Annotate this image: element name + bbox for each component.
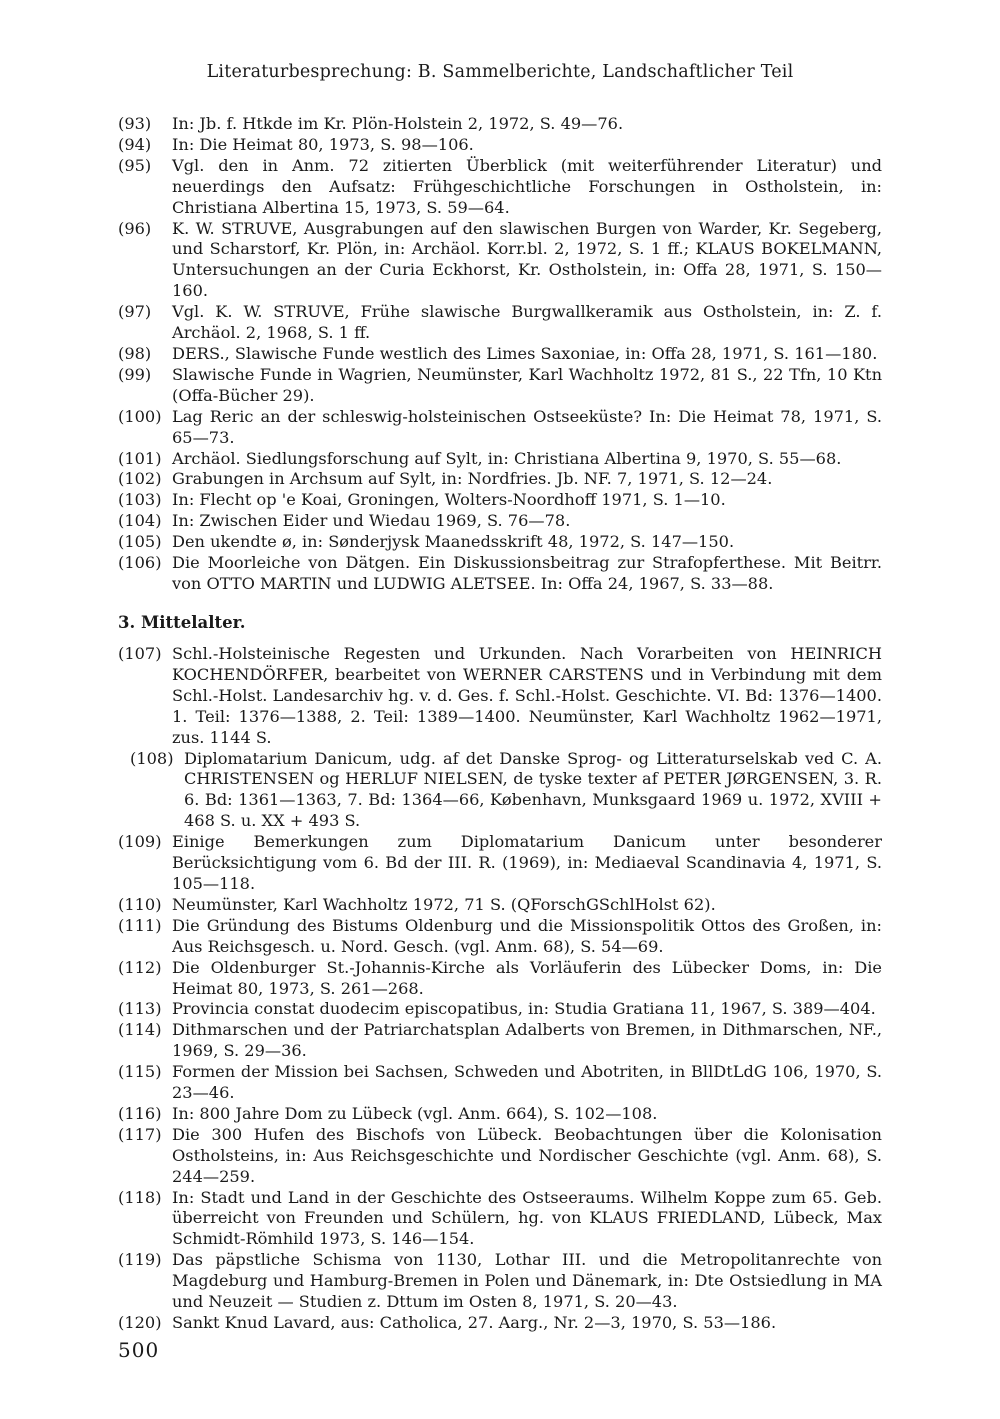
footnote-number: (93) [118,114,152,133]
footnote-number: (106) [118,553,162,573]
footnote-number: (120) [118,1313,162,1332]
footnote-item [118,553,882,595]
footnote-text: Vgl. K. W. STRUVE, Frühe slawische Burgwallkeramik aus Ostholstein, in: Z. f. Archäol. 2, 1968, S. 1 ff. [172,302,882,343]
footnote-number: (107) [118,644,162,663]
footnote-text: Archäol. Siedlungsforschung auf Sylt, in: Christiana Albertina 9, 1970, S. 55—68. [172,448,842,468]
footnote-text: Slawische Funde in Wagrien, Neumünster, Karl Wachholtz 1972, 81 S., 22 Tfn, 10 Ktn (Offa-Bücher 29). [172,364,882,405]
footnote-item [118,156,882,219]
footnote-item [118,1250,882,1313]
footnote-text: Dithmarschen und der Patriarchatsplan Adalberts von Bremen, in Dithmarschen, NF., 1969, S. 29—36. [172,1020,882,1061]
footnote-number: (105) [118,532,162,552]
footnote-text: Die Moorleiche von Dätgen. Ein Diskussionsbeitrag zur Strafopferthese. Mit Beitrr. von OTTO MARTIN und LUDWIG ALETSEE. In: Offa 24, 1967, S. 33—88. [172,553,882,593]
footnote-item [118,344,882,365]
footnote-item [118,749,882,833]
footnote-text: Schl.-Holsteinische Regesten und Urkunden. Nach Vorarbeiten von HEINRICH KOCHENDÖRFER, bearbeitet von WERNER CARSTENS und in Verbindung mit dem Schl.-Holst. Landesarchiv hg. v. d. Ges. f. Schl.-Holst. Geschichte. VI. Bd: 1376—1400. 1. Teil: 1376—1388, 2. Teil: 1389—1400. Neumünster, Karl Wachholtz 1962—1971, zus. 1144 S. [172,644,882,747]
footnote-text: In: Zwischen Eider und Wiedau 1969, S. 76—78. [172,511,571,531]
footnote-text: Provincia constat duodecim episcopatibus, in: Studia Gratiana 11, 1967, S. 389—404. [172,999,876,1019]
footnote-number: (98) [118,343,152,363]
page-number: 500 [118,1338,160,1362]
footnote-number: (112) [118,957,162,977]
footnote-item [118,958,882,1000]
footnote-item [118,895,882,916]
footnote-number: (101) [118,448,162,468]
footnote-text: DERS., Slawische Funde westlich des Limes Saxoniae, in: Offa 28, 1971, S. 161—180. [172,343,878,363]
footnote-number: (99) [118,364,152,384]
footnote-number: (95) [118,155,152,175]
footnote-text: Einige Bemerkungen zum Diplomatarium Danicum unter besonderer Berücksichtigung vom 6. Bd der III. R. (1969), in: Mediaeval Scandinavia 4, 1971, S. 105—118. [172,832,882,893]
footnote-number: (100) [118,406,162,426]
footnote-text: Neumünster, Karl Wachholtz 1972, 71 S. (QForschGSchlHolst 62). [172,894,716,914]
footnote-item [118,469,882,490]
footnote-text: Formen der Mission bei Sachsen, Schweden und Abotriten, in BllDtLdG 106, 1970, S. 23—46. [172,1062,882,1103]
footnote-number: (116) [118,1103,162,1123]
footnote-text: In: 800 Jahre Dom zu Lübeck (vgl. Anm. 664), S. 102—108. [172,1103,658,1123]
footnote-number: (110) [118,894,162,914]
footnote-text: Vgl. den in Anm. 72 zitierten Überblick (mit weiterführender Literatur) und neuerdings den Aufsatz: Frühgeschichtliche Forschungen in Ostholstein, in: Christiana Albertina 15, 1973, S. 59—64. [172,155,882,217]
footnote-text: K. W. STRUVE, Ausgrabungen auf den slawischen Burgen von Warder, Kr. Segeberg, und Scharstorf, Kr. Plön, in: Archäol. Korr.bl. 2, 1972, S. 1 ff.; KLAUS BOKELMANN, Untersuchungen an der Curia Eckhorst, Kr. Ostholstein, in: Offa 28, 1971, S. 150—160. [172,218,882,301]
footnote-text: Grabungen in Archsum auf Sylt, in: Nordfries. Jb. NF. 7, 1971, S. 12—24. [172,469,773,489]
footnote-item [118,999,882,1020]
footnote-item [118,302,882,344]
footnote-item [118,365,882,407]
footnote-item [118,1188,882,1251]
footnote-item [118,135,882,156]
footnote-number: (117) [118,1124,162,1144]
footnote-text: In: Stadt und Land in der Geschichte des Ostseeraums. Wilhelm Koppe zum 65. Geb. überreicht von Freunden und Schülern, hg. von KLAUS FRIEDLAND, Lübeck, Max Schmidt-Römhild 1973, S. 146—154. [172,1187,882,1249]
footnote-item [118,490,882,511]
footnote-number: (102) [118,469,162,489]
footnote-text: Diplomatarium Danicum, udg. af det Danske Sprog- og Litteraturselskab ved C. A. CHRISTENSEN og HERLUF NIELSEN, de tyske texter af PETER JØRGENSEN, 3. R. 6. Bd: 1361—1363, 7. Bd: 1364—66, København, Munksgaard 1969 u. 1972, XVIII + 468 S. u. XX + 493 S. [184,748,882,831]
footnotes-middle-ages [118,644,882,1334]
footnote-number: (115) [118,1062,162,1082]
footnote-item [118,1020,882,1062]
footnote-text: Sankt Knud Lavard, aus: Catholica, 27. Aarg., Nr. 2—3, 1970, S. 53—186. [172,1313,777,1332]
footnote-item [118,644,882,749]
footnote-item [118,1104,882,1125]
footnote-item [118,1313,882,1334]
footnotes-archaeology [118,114,882,595]
footnote-item [118,916,882,958]
footnote-text: Das päpstliche Schisma von 1130, Lothar III. und die Metropolitanrechte von Magdeburg und Hamburg-Bremen in Polen und Dänemark, in: Dte Ostsiedlung in MA und Neuzeit — Studien z. Dttum im Osten 8, 1971, S. 20—43. [172,1250,882,1312]
footnote-item [118,832,882,895]
footnote-text: Die 300 Hufen des Bischofs von Lübeck. Beobachtungen über die Kolonisation Ostholsteins, in: Aus Reichsgeschichte und Nordischer Geschichte (vgl. Anm. 68), S. 244—259. [172,1124,882,1186]
running-header: Literaturbesprechung: B. Sammelberichte, Landschaftlicher Teil [206,62,794,82]
footnote-number: (94) [118,134,152,154]
footnote-number: (103) [118,490,162,510]
footnote-number: (118) [118,1187,162,1207]
section-heading: 3. Mittelalter. [118,613,246,632]
footnote-number: (104) [118,511,162,531]
footnote-number: (109) [118,832,162,852]
footnote-text: Den ukendte ø, in: Sønderjysk Maanedsskrift 48, 1972, S. 147—150. [172,532,735,552]
footnote-number: (113) [118,999,162,1019]
footnote-item [118,1125,882,1188]
footnote-item [118,449,882,470]
footnote-text: Lag Reric an der schleswig-holsteinischen Ostseeküste? In: Die Heimat 78, 1971, S. 65—73. [172,406,882,447]
footnote-text: In: Die Heimat 80, 1973, S. 98—106. [172,134,474,154]
footnote-text: In: Jb. f. Htkde im Kr. Plön-Holstein 2, 1972, S. 49—76. [172,114,624,133]
footnote-number: (96) [118,218,152,238]
footnote-item [118,219,882,303]
footnote-number: (108) [130,748,174,768]
footnote-number: (97) [118,302,152,322]
footnote-text: Die Oldenburger St.-Johannis-Kirche als Vorläuferin des Lübecker Doms, in: Die Heimat 80, 1973, S. 261—268. [172,957,882,998]
footnote-item [118,407,882,449]
footnote-number: (114) [118,1020,162,1040]
footnote-item [118,114,882,135]
footnote-text: In: Flecht op 'e Koai, Groningen, Wolters-Noordhoff 1971, S. 1—10. [172,490,726,510]
footnote-number: (111) [118,915,162,935]
footnote-item [118,1062,882,1104]
footnote-item [118,511,882,532]
footnote-item [118,532,882,553]
footnote-number: (119) [118,1250,162,1270]
footnote-text: Die Gründung des Bistums Oldenburg und die Missionspolitik Ottos des Großen, in: Aus Reichsgesch. u. Nord. Gesch. (vgl. Anm. 68), S. 54—69. [172,915,882,956]
